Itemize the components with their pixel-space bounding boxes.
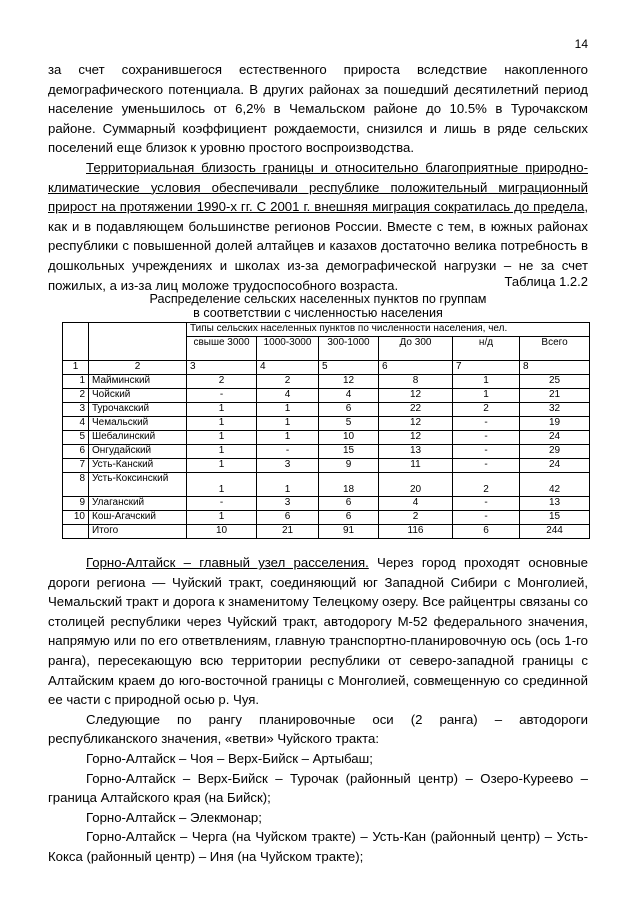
cell-value: - — [453, 431, 520, 445]
cell-value: 2 — [453, 473, 520, 497]
route-item: Горно-Алтайск – Верх-Бийск – Турочак (районный центр) – Озеро-Куреево – граница Алтайского края (на Бийск); — [48, 770, 588, 806]
cell-value: 29 — [520, 445, 590, 459]
cell-value: 12 — [379, 417, 453, 431]
table-row — [63, 497, 590, 511]
district-name: Майминский — [89, 375, 187, 389]
cell-value: 4 — [379, 497, 453, 511]
cell-value: 1 — [257, 473, 319, 497]
district-name: Чойский — [89, 389, 187, 403]
cell-value: 4 — [257, 389, 319, 403]
column-number: 1 — [63, 361, 89, 375]
district-name: Онгудайский — [89, 445, 187, 459]
district-name: Шебалинский — [89, 431, 187, 445]
total-value: 244 — [520, 525, 590, 539]
column-number: 5 — [319, 361, 379, 375]
cell-value: 15 — [319, 445, 379, 459]
table-row — [63, 417, 590, 431]
route-item: Горно-Алтайск – Чоя – Верх-Бийск – Артыбаш; — [86, 750, 373, 766]
cell-value: - — [453, 417, 520, 431]
text-after-table — [48, 553, 588, 867]
cell-value: 3 — [257, 497, 319, 511]
cell-value: 5 — [319, 417, 379, 431]
cell-value: 1 — [187, 445, 257, 459]
paragraph-3 — [48, 553, 588, 710]
cell-value: 12 — [379, 389, 453, 403]
cell-value: 1 — [257, 431, 319, 445]
district-name: Усть-Канский — [89, 459, 187, 473]
column-number: 7 — [453, 361, 520, 375]
route-item: Горно-Алтайск – Черга (на Чуйском тракте) – Усть-Кан (районный центр) – Усть-Кокса (районный центр) – Иня (на Чуйском тракте); — [48, 829, 588, 864]
cell-value: 19 — [520, 417, 590, 431]
cell-value: 6 — [257, 511, 319, 525]
settlements-table — [62, 322, 590, 539]
total-value: 91 — [319, 525, 379, 539]
cell-value: 13 — [520, 497, 590, 511]
column-header: До 300 — [379, 337, 453, 361]
cell-value: 1 — [453, 375, 520, 389]
table-row — [63, 375, 590, 389]
table-column-numbers-row — [63, 361, 590, 375]
cell-value: 11 — [379, 459, 453, 473]
total-label: Итого — [89, 525, 187, 539]
paragraph-4: Следующие по рангу планировочные оси (2 ранга) – автодороги республиканского значения, «ветви» Чуйского тракта: — [48, 711, 588, 747]
column-header: н/д — [453, 337, 520, 361]
total-value: 6 — [453, 525, 520, 539]
column-number: 4 — [257, 361, 319, 375]
table-total-row — [63, 525, 590, 539]
route-item: Горно-Алтайск – Элекмонар; — [86, 809, 262, 825]
cell-value: 1 — [257, 417, 319, 431]
row-number: 2 — [63, 389, 89, 403]
table-row — [63, 389, 590, 403]
row-number: 6 — [63, 445, 89, 459]
row-number: 5 — [63, 431, 89, 445]
cell-value: 20 — [379, 473, 453, 497]
cell-value: 1 — [187, 431, 257, 445]
row-number: 3 — [63, 403, 89, 417]
cell-value: 1 — [187, 459, 257, 473]
table-row — [63, 473, 590, 497]
table-caption-line-1: Распределение сельских населенных пунктов по группам — [149, 292, 487, 306]
cell-value: 10 — [319, 431, 379, 445]
cell-value: 25 — [520, 375, 590, 389]
column-header: 300-1000 — [319, 337, 379, 361]
table-row — [63, 511, 590, 525]
row-number: 1 — [63, 375, 89, 389]
paragraph-2-underlined: Территориальная близость границы и относительно благоприятные природно-климатические условия обеспечивали республике положительный миграционный прирост на протяжении 1990-х гг. С 2001 г. внешняя миграция сократилась до предела — [48, 160, 588, 215]
cell-value: 1 — [453, 389, 520, 403]
row-number: 7 — [63, 459, 89, 473]
district-name: Кош-Агачский — [89, 511, 187, 525]
cell-value: 6 — [319, 511, 379, 525]
cell-value: - — [453, 445, 520, 459]
cell-value: - — [453, 511, 520, 525]
page-number: 14 — [574, 37, 588, 51]
cell-value: 9 — [319, 459, 379, 473]
total-value: 116 — [379, 525, 453, 539]
cell-value: 1 — [187, 403, 257, 417]
table-number: Таблица 1.2.2 — [504, 274, 588, 289]
cell-value: 42 — [520, 473, 590, 497]
total-value: 21 — [257, 525, 319, 539]
table-header-row — [63, 323, 590, 337]
district-name: Улаганский — [89, 497, 187, 511]
cell-value: 1 — [187, 417, 257, 431]
cell-value: - — [453, 459, 520, 473]
column-number: 3 — [187, 361, 257, 375]
cell-value: 18 — [319, 473, 379, 497]
column-number: 2 — [89, 361, 187, 375]
table-row — [63, 431, 590, 445]
cell-value: 6 — [319, 403, 379, 417]
cell-value: 8 — [379, 375, 453, 389]
cell-value: 1 — [257, 403, 319, 417]
paragraph-3-rest: Через город проходят основные дороги региона — Чуйский тракт, соединяющий юг Западной Сибири с Монголией, Чемальский тракт и дорога к знаменитому Телецкому озеру. Все райцентры связаны со столицей республики через Чуйский тракт, автодорогу М-52 федерального значения, напрямую или по его ответвлениям, главную транспортно-планировочную ось (ось 1-го ранга), пересекающую всю территории республики от северо-западной границы с Алтайским краем до юго-восточной границы с Монголией, совмещенную со срединной ее части с природной осью р. Чуя. — [48, 555, 588, 708]
cell-value: 4 — [319, 389, 379, 403]
cell-value: 32 — [520, 403, 590, 417]
cell-value: 3 — [257, 459, 319, 473]
table-caption-line-2: в соответствии с численностью населения — [193, 306, 443, 320]
cell-value: 22 — [379, 403, 453, 417]
cell-value: 1 — [187, 511, 257, 525]
district-name: Чемальский — [89, 417, 187, 431]
column-header: свыше 3000 — [187, 337, 257, 361]
row-number: 9 — [63, 497, 89, 511]
cell-value: 2 — [453, 403, 520, 417]
paragraph-3-underlined: Горно-Алтайск – главный узел расселения. — [86, 555, 369, 570]
cell-value: 24 — [520, 459, 590, 473]
cell-value: 15 — [520, 511, 590, 525]
column-number: 8 — [520, 361, 590, 375]
district-name: Усть-Коксинский — [89, 473, 187, 497]
paragraph-demography — [48, 60, 588, 158]
cell-value: 2 — [379, 511, 453, 525]
cell-value: 13 — [379, 445, 453, 459]
cell-value: - — [187, 389, 257, 403]
cell-value: - — [257, 445, 319, 459]
district-name: Турочакский — [89, 403, 187, 417]
column-header: Всего — [520, 337, 590, 361]
table-group-header: Типы сельских населенных пунктов по численности населения, чел. — [187, 323, 590, 337]
table-row — [63, 445, 590, 459]
cell-value: 12 — [319, 375, 379, 389]
table-row — [63, 459, 590, 473]
row-number: 8 — [63, 473, 89, 497]
paragraph-1: за счет сохранившегося естественного прироста вследствие накопленного демографического потенциала. В других районах за пошедший десятилетний период население уменьшилось от 6,2% в Чемальском районе до 10.5% в Турочакском районе. Суммарный коэффициент рождаемости, снизился и лишь в ряде сельских поселений еще близок к уровню простого воспроизводства. — [48, 62, 588, 156]
cell-value: - — [187, 497, 257, 511]
column-number: 6 — [379, 361, 453, 375]
cell-value: - — [453, 497, 520, 511]
cell-value: 6 — [319, 497, 379, 511]
table-caption — [48, 292, 588, 320]
row-number: 4 — [63, 417, 89, 431]
column-header: 1000-3000 — [257, 337, 319, 361]
cell-value: 2 — [187, 375, 257, 389]
cell-value: 21 — [520, 389, 590, 403]
cell-value: 24 — [520, 431, 590, 445]
table-row — [63, 403, 590, 417]
cell-value: 2 — [257, 375, 319, 389]
cell-value: 12 — [379, 431, 453, 445]
total-value: 10 — [187, 525, 257, 539]
paragraph-2-rest: , как и в подавляющем большинстве регионов России. Вместе с тем, в южных районах республики с повышенной долей алтайцев и казахов достаточно велика потребность в дошкольных учреждениях и школах из-за демографической нагрузки – не за счет пожилых, а из-за лиц моложе трудоспособного возраста. — [48, 199, 588, 293]
cell-value: 1 — [187, 473, 257, 497]
row-number: 10 — [63, 511, 89, 525]
